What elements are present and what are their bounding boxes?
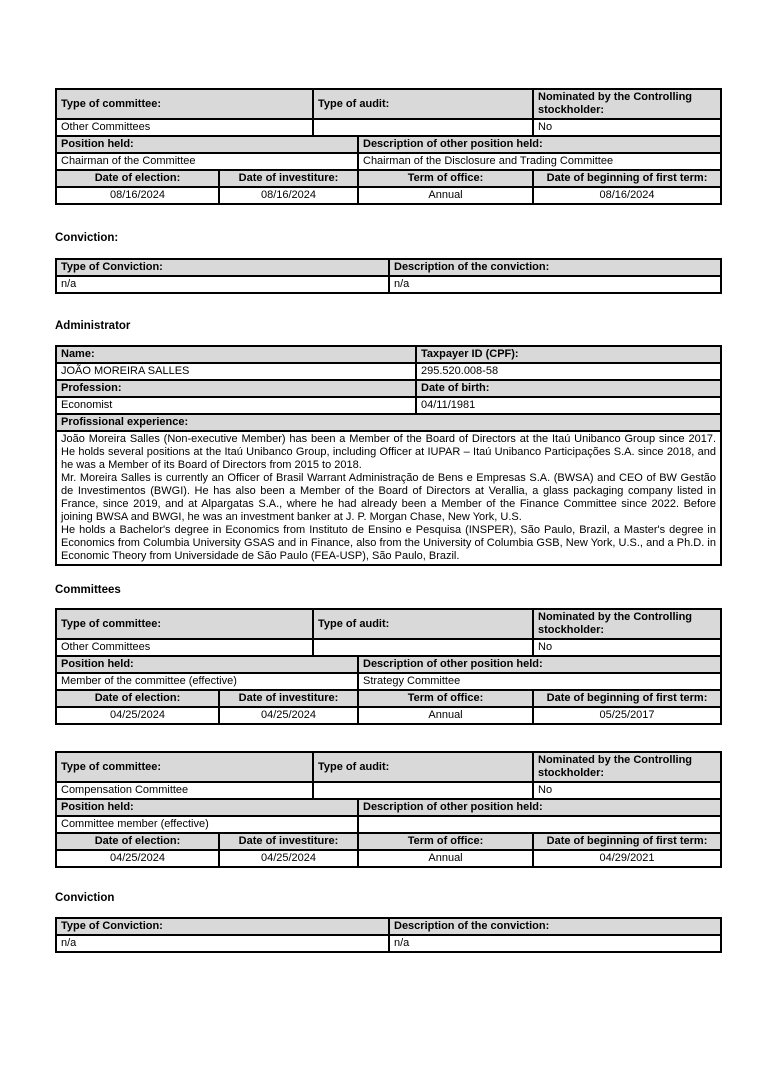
first-term-label: Date of beginning of first term: (533, 690, 721, 707)
taxpayer-id-label: Taxpayer ID (CPF): (416, 346, 721, 363)
term-of-office-label: Term of office: (358, 170, 533, 187)
committee-table-1 (55, 88, 722, 205)
profession-label: Profession: (56, 380, 416, 397)
date-of-election-value: 04/25/2024 (56, 850, 219, 867)
taxpayer-id-value: 295.520.008-58 (416, 363, 721, 380)
date-of-birth-value: 04/11/1981 (416, 397, 721, 414)
name-label: Name: (56, 346, 416, 363)
nominated-label: Nominated by the Controlling stockholder: (533, 609, 721, 639)
table-row (56, 690, 721, 707)
professional-experience-label: Profissional experience: (56, 414, 721, 431)
date-of-investiture-value: 08/16/2024 (219, 187, 358, 204)
conviction-table-2 (55, 917, 722, 953)
table-row (56, 346, 721, 363)
date-of-investiture-value: 04/25/2024 (219, 707, 358, 724)
table-row (56, 89, 721, 119)
first-term-value: 04/29/2021 (533, 850, 721, 867)
type-of-conviction-value: n/a (56, 276, 389, 293)
date-of-election-value: 04/25/2024 (56, 707, 219, 724)
committee-table-2 (55, 608, 722, 725)
type-of-audit-value (313, 782, 533, 799)
table-row (56, 799, 721, 816)
date-of-investiture-label: Date of investiture: (219, 690, 358, 707)
description-other-position-value (358, 816, 721, 833)
table-row (56, 414, 721, 431)
date-of-investiture-label: Date of investiture: (219, 833, 358, 850)
table-row (56, 259, 721, 276)
conviction-table-1 (55, 258, 722, 294)
first-term-label: Date of beginning of first term: (533, 833, 721, 850)
conviction-heading-top: Conviction: (55, 232, 119, 244)
profession-value: Economist (56, 397, 416, 414)
type-of-audit-value (313, 639, 533, 656)
table-row (56, 850, 721, 867)
nominated-label: Nominated by the Controlling stockholder: (533, 89, 721, 119)
conviction-heading-bottom: Conviction (55, 892, 115, 904)
table-row (56, 136, 721, 153)
type-of-audit-label: Type of audit: (313, 609, 533, 639)
name-value: JOÃO MOREIRA SALLES (56, 363, 416, 380)
date-of-election-label: Date of election: (56, 833, 219, 850)
position-held-value: Committee member (effective) (56, 816, 358, 833)
type-of-committee-value: Other Committees (56, 639, 313, 656)
table-row (56, 363, 721, 380)
table-row (56, 918, 721, 935)
type-of-audit-label: Type of audit: (313, 89, 533, 119)
position-held-value: Member of the committee (effective) (56, 673, 358, 690)
committees-heading: Committees (55, 584, 121, 596)
description-other-position-value: Chairman of the Disclosure and Trading Committee (358, 153, 721, 170)
administrator-heading: Administrator (55, 320, 131, 332)
experience-paragraph: João Moreira Salles (Non-executive Member) has been a Member of the Board of Directors at the Itaú Unibanco Group since 2017. He holds several positions at the Itaú Unibanco Group, including Officer at IUPAR – Itaú Unibanco Participações S.A. since 2018, and he was a Member of its Board of Directors from 2015 to 2018. (61, 433, 716, 471)
type-of-committee-label: Type of committee: (56, 752, 313, 782)
description-other-position-label: Description of other position held: (358, 799, 721, 816)
table-row (56, 935, 721, 952)
type-of-conviction-label: Type of Conviction: (56, 918, 389, 935)
table-row (56, 397, 721, 414)
date-of-election-label: Date of election: (56, 170, 219, 187)
term-of-office-label: Term of office: (358, 833, 533, 850)
description-of-conviction-value: n/a (389, 276, 721, 293)
table-row (56, 187, 721, 204)
description-of-conviction-value: n/a (389, 935, 721, 952)
first-term-value: 05/25/2017 (533, 707, 721, 724)
table-row (56, 833, 721, 850)
position-held-value: Chairman of the Committee (56, 153, 358, 170)
description-of-conviction-label: Description of the conviction: (389, 259, 721, 276)
first-term-label: Date of beginning of first term: (533, 170, 721, 187)
nominated-label: Nominated by the Controlling stockholder: (533, 752, 721, 782)
table-row (56, 119, 721, 136)
type-of-committee-value: Other Committees (56, 119, 313, 136)
term-of-office-value: Annual (358, 707, 533, 724)
term-of-office-value: Annual (358, 187, 533, 204)
table-row (56, 673, 721, 690)
position-held-label: Position held: (56, 799, 358, 816)
position-held-label: Position held: (56, 136, 358, 153)
description-other-position-label: Description of other position held: (358, 656, 721, 673)
table-row (56, 431, 721, 565)
description-other-position-label: Description of other position held: (358, 136, 721, 153)
experience-paragraph: He holds a Bachelor's degree in Economics from Instituto de Ensino e Pesquisa (INSPER), São Paulo, Brazil, a Master's degree in Economics from Columbia University GSAS and in Finance, also from the University of Columbia GSB, New York, U.S., and a Ph.D. in Economic Theory from Universidade de São Paulo (FEA-USP), São Paulo, Brazil. (61, 524, 716, 562)
description-other-position-value: Strategy Committee (358, 673, 721, 690)
date-of-election-label: Date of election: (56, 690, 219, 707)
date-of-election-value: 08/16/2024 (56, 187, 219, 204)
table-row (56, 816, 721, 833)
type-of-committee-label: Type of committee: (56, 609, 313, 639)
administrator-table (55, 345, 722, 566)
type-of-committee-label: Type of committee: (56, 89, 313, 119)
professional-experience-text (56, 431, 721, 565)
type-of-conviction-value: n/a (56, 935, 389, 952)
table-row (56, 752, 721, 782)
type-of-audit-value (313, 119, 533, 136)
type-of-audit-label: Type of audit: (313, 752, 533, 782)
table-row (56, 639, 721, 656)
table-row (56, 153, 721, 170)
first-term-value: 08/16/2024 (533, 187, 721, 204)
table-row (56, 170, 721, 187)
table-row (56, 609, 721, 639)
type-of-committee-value: Compensation Committee (56, 782, 313, 799)
term-of-office-value: Annual (358, 850, 533, 867)
description-of-conviction-label: Description of the conviction: (389, 918, 721, 935)
table-row (56, 782, 721, 799)
nominated-value: No (533, 782, 721, 799)
table-row (56, 707, 721, 724)
nominated-value: No (533, 119, 721, 136)
nominated-value: No (533, 639, 721, 656)
type-of-conviction-label: Type of Conviction: (56, 259, 389, 276)
table-row (56, 380, 721, 397)
term-of-office-label: Term of office: (358, 690, 533, 707)
position-held-label: Position held: (56, 656, 358, 673)
committee-table-3 (55, 751, 722, 868)
date-of-investiture-value: 04/25/2024 (219, 850, 358, 867)
table-row (56, 276, 721, 293)
table-row (56, 656, 721, 673)
experience-paragraph: Mr. Moreira Salles is currently an Officer of Brasil Warrant Administração de Bens e Empresas S.A. (BWSA) and CEO of BW Gestão de Investimentos (BWGI). He has also been a Member of the Board of Directors at Verallia, a glass packaging company listed in France, since 2019, and at Alpargatas S.A., where he had already been a Member of the Finance Committee since 2022. Before joining BWSA and BWGI, he was an investment banker at J. P. Morgan Chase, New York, U.S. (61, 472, 716, 523)
date-of-birth-label: Date of birth: (416, 380, 721, 397)
date-of-investiture-label: Date of investiture: (219, 170, 358, 187)
